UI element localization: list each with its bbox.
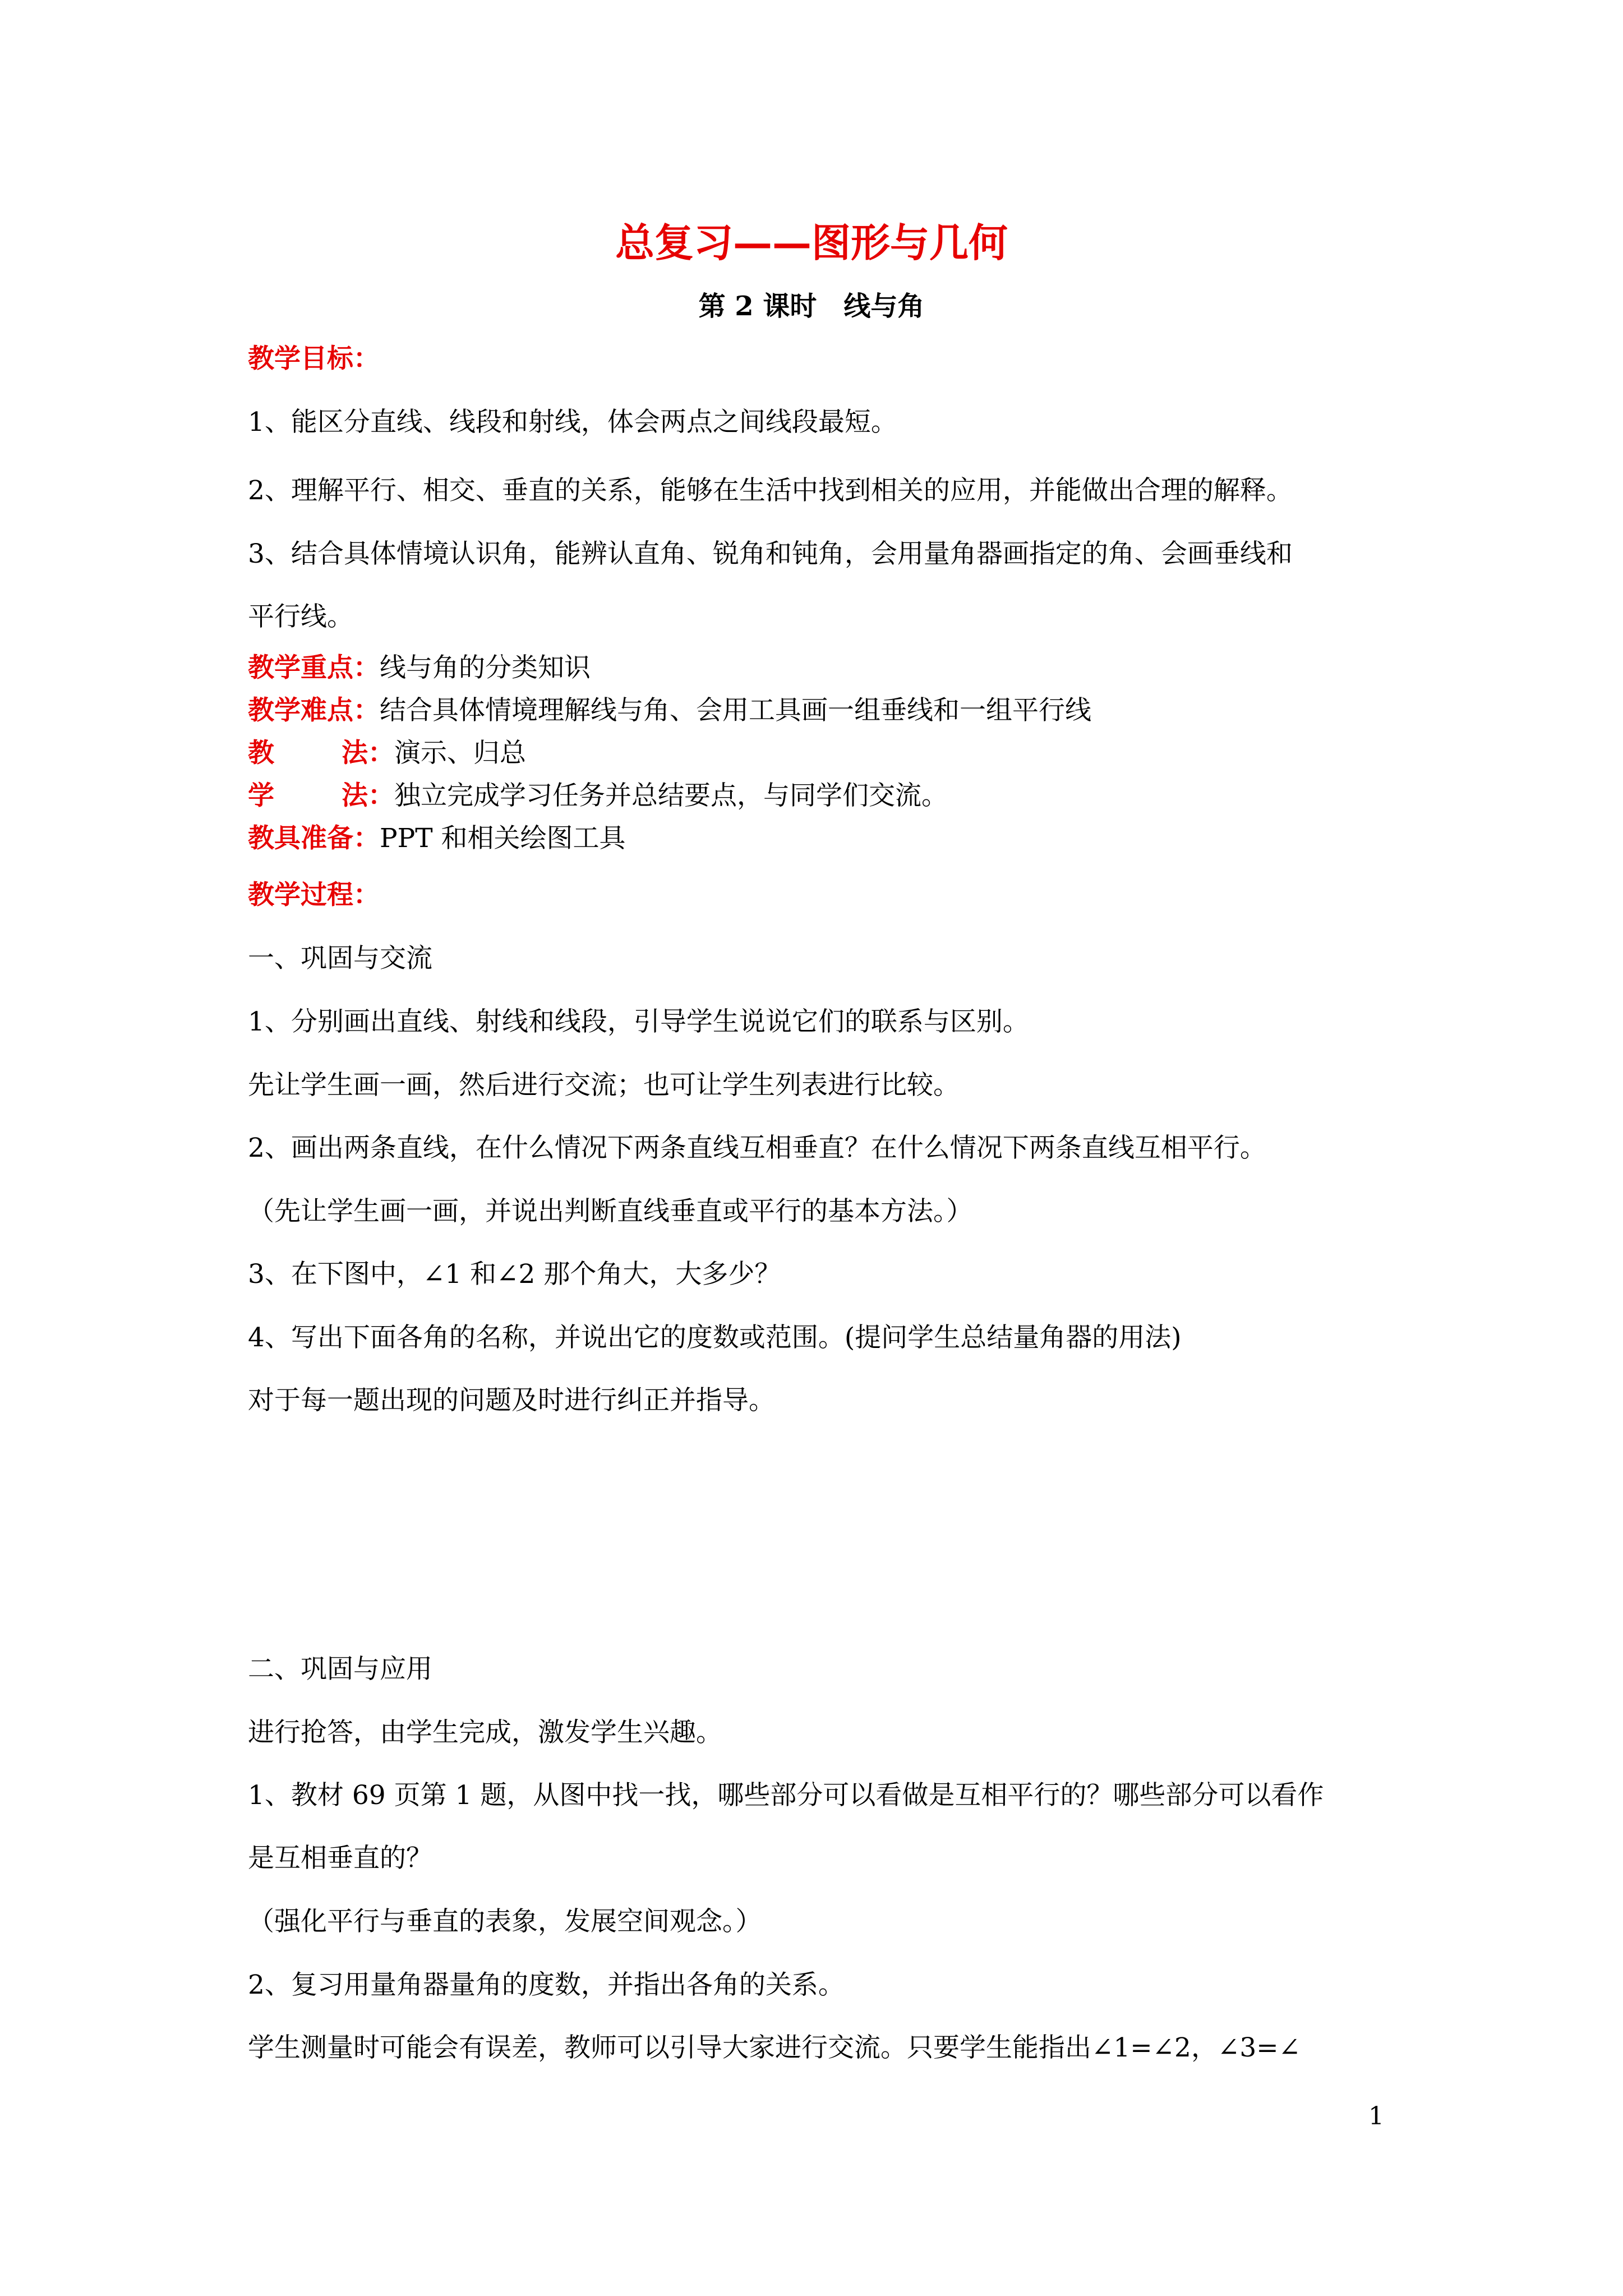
difficulty-text: 结合具体情境理解线与角、会用工具画一组垂线和一组平行线 xyxy=(380,695,1091,726)
learning-method-label-b: 法： xyxy=(342,780,394,811)
section2-line-6: 学生测量时可能会有误差，教师可以引导大家进行交流。只要学生能指出∠1=∠2，∠3=∠ xyxy=(248,2032,1301,2063)
section1-line-3: 2、画出两条直线，在什么情况下两条直线互相垂直？在什么情况下两条直线互相平行。 xyxy=(248,1133,1266,1163)
section1-heading: 一、巩固与交流 xyxy=(248,943,432,974)
document-title: 总复习——图形与几何 xyxy=(615,219,1008,266)
materials-text: PPT 和相关绘图工具 xyxy=(380,823,626,854)
process-heading: 教学过程： xyxy=(248,880,380,910)
teaching-method-label-a: 教 xyxy=(248,738,274,769)
objective-item-1: 1、能区分直线、线段和射线，体会两点之间线段最短。 xyxy=(248,407,897,438)
objective-item-3-cont: 平行线。 xyxy=(248,601,353,632)
section2-heading: 二、巩固与应用 xyxy=(248,1654,432,1685)
difficulty-label: 教学难点： xyxy=(248,695,380,726)
objective-item-2: 2、理解平行、相交、垂直的关系，能够在生活中找到相关的应用，并能做出合理的解释。 xyxy=(248,475,1293,506)
section1-line-6: 4、写出下面各角的名称，并说出它的度数或范围。(提问学生总结量角器的用法) xyxy=(248,1322,1182,1353)
teaching-method-text: 演示、归总 xyxy=(394,738,526,769)
section1-line-4: （先让学生画一画，并说出判断直线垂直或平行的基本方法。） xyxy=(248,1196,973,1227)
section1-line-2: 先让学生画一画，然后进行交流；也可让学生列表进行比较。 xyxy=(248,1070,960,1101)
learning-method-text: 独立完成学习任务并总结要点，与同学们交流。 xyxy=(394,780,948,811)
page-number: 1 xyxy=(1368,2102,1384,2131)
section2-line-5: 2、复习用量角器量角的度数，并指出各角的关系。 xyxy=(248,1970,845,2000)
key-point-text: 线与角的分类知识 xyxy=(380,652,591,683)
difficulty-row xyxy=(248,694,1091,728)
materials-label: 教具准备： xyxy=(248,823,380,854)
section2-line-4: （强化平行与垂直的表象，发展空间观念。） xyxy=(248,1906,762,1937)
objective-item-3: 3、结合具体情境认识角，能辨认直角、锐角和钝角，会用量角器画指定的角、会画垂线和 xyxy=(248,539,1293,569)
objectives-heading: 教学目标： xyxy=(248,343,380,374)
section2-line-1: 进行抢答，由学生完成，激发学生兴趣。 xyxy=(248,1717,722,1748)
materials-row xyxy=(248,822,626,855)
section1-line-1: 1、分别画出直线、射线和线段，引导学生说说它们的联系与区别。 xyxy=(248,1006,1029,1037)
learning-method-row xyxy=(248,779,948,813)
key-point-row xyxy=(248,651,591,685)
section1-line-7: 对于每一题出现的问题及时进行纠正并指导。 xyxy=(248,1385,775,1416)
section1-line-5: 3、在下图中，∠1 和∠2 那个角大，大多少？ xyxy=(248,1259,781,1290)
section2-line-2: 1、教材 69 页第 1 题，从图中找一找，哪些部分可以看做是互相平行的？哪些部分可以看作 xyxy=(248,1780,1324,1811)
teaching-method-label-b: 法： xyxy=(342,738,394,769)
teaching-method-row xyxy=(248,737,526,770)
lesson-subtitle: 第 2 课时 线与角 xyxy=(698,291,925,322)
key-point-label: 教学重点： xyxy=(248,652,380,683)
section2-line-3: 是互相垂直的？ xyxy=(248,1843,432,1874)
learning-method-label-a: 学 xyxy=(248,780,274,811)
